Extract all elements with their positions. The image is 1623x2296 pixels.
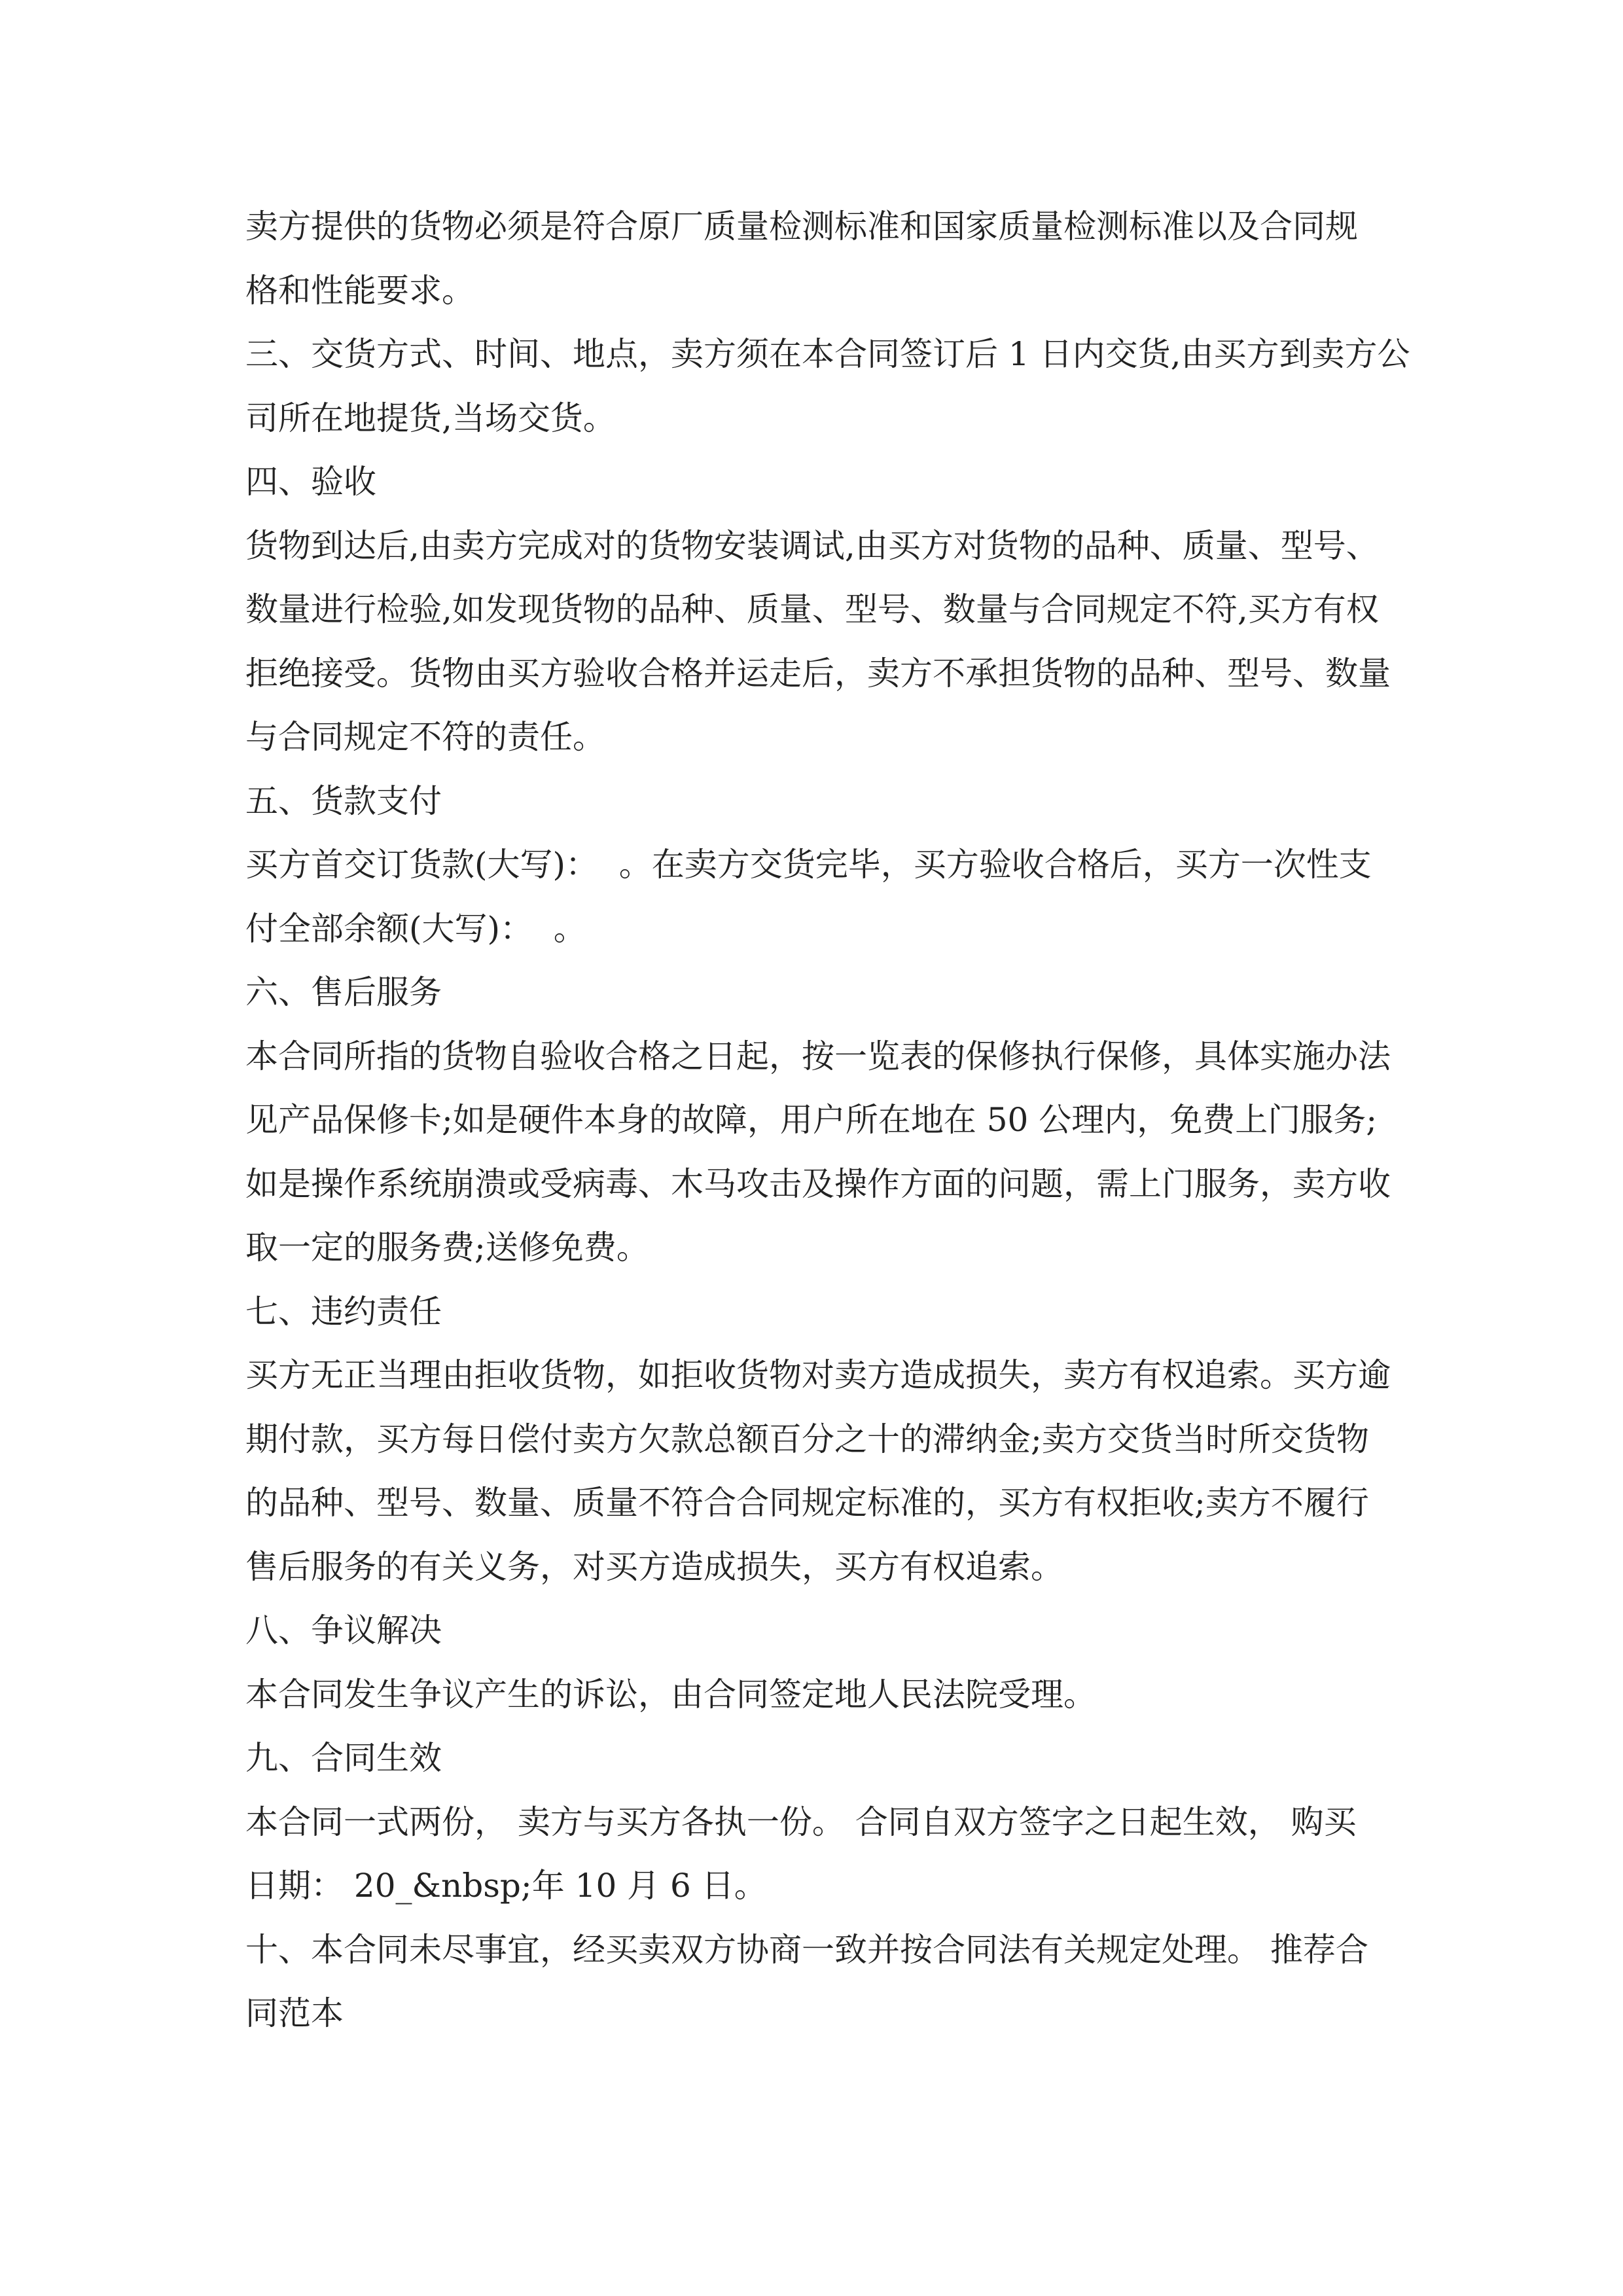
body-text-line: 买方首交订货款(大写)： 。在卖方交货完毕，买方验收合格后，买方一次性支 [245,846,1372,884]
body-text-line: 本合同所指的货物自验收合格之日起，按一览表的保修执行保修，具体实施办法 [245,1037,1391,1075]
body-text-line: 日期： 20_&nbsp;年 10 月 6 日。 [245,1867,767,1905]
body-text-line: 与合同规定不符的责任。 [245,718,605,756]
body-text-line: 的品种、型号、数量、质量不符合合同规定标准的，买方有权拒收;卖方不履行 [245,1484,1369,1522]
body-text-line: 拒绝接受。货物由买方验收合格并运走后，卖方不承担货物的品种、型号、数量 [245,654,1391,692]
section-heading: 三、交货方式、时间、地点，卖方须在本合同签订后 1 日内交货,由买方到卖方公 [245,335,1410,373]
section-heading: 九、合同生效 [245,1739,442,1777]
body-text-line: 售后服务的有关义务，对买方造成损失，买方有权追索。 [245,1547,1063,1586]
body-text-line: 同范本 [245,1994,344,2032]
body-text-line: 卖方提供的货物必须是符合原厂质量检测标准和国家质量检测标准以及合同规 [245,207,1358,245]
body-text-line: 货物到达后,由卖方完成对的货物安装调试,由买方对货物的品种、质量、型号、 [245,526,1379,565]
body-text-line: 期付款，买方每日偿付卖方欠款总额百分之十的滞纳金;卖方交货当时所交货物 [245,1420,1369,1458]
body-text-line: 司所在地提货,当场交货。 [245,399,616,437]
section-heading: 八、争议解决 [245,1611,442,1649]
body-text-line: 见产品保修卡;如是硬件本身的故障，用户所在地在 50 公理内，免费上门服务; [245,1101,1378,1139]
body-text-line: 本合同一式两份， 卖方与买方各执一份。 合同自双方签字之日起生效， 购买 [245,1803,1357,1841]
section-heading: 七、违约责任 [245,1292,442,1331]
body-text-line: 付全部余额(大写)： 。 [245,909,586,948]
section-heading: 四、验收 [245,463,376,501]
body-text-line: 本合同发生争议产生的诉讼，由合同签定地人民法院受理。 [245,1675,1096,1713]
section-heading: 六、售后服务 [245,973,442,1011]
section-heading: 十、本合同未尽事宜，经买卖双方协商一致并按合同法有关规定处理。 推荐合 [245,1930,1368,1969]
section-heading: 五、货款支付 [245,781,442,820]
body-text-line: 如是操作系统崩溃或受病毒、木马攻击及操作方面的问题，需上门服务，卖方收 [245,1164,1391,1203]
body-text-line: 买方无正当理由拒收货物，如拒收货物对卖方造成损失，卖方有权追索。买方逾 [245,1356,1391,1394]
body-text-line: 数量进行检验,如发现货物的品种、质量、型号、数量与合同规定不符,买方有权 [245,590,1379,628]
body-text-line: 格和性能要求。 [245,271,474,310]
document-body [245,195,1410,2046]
body-text-line: 取一定的服务费;送修免费。 [245,1229,649,1266]
